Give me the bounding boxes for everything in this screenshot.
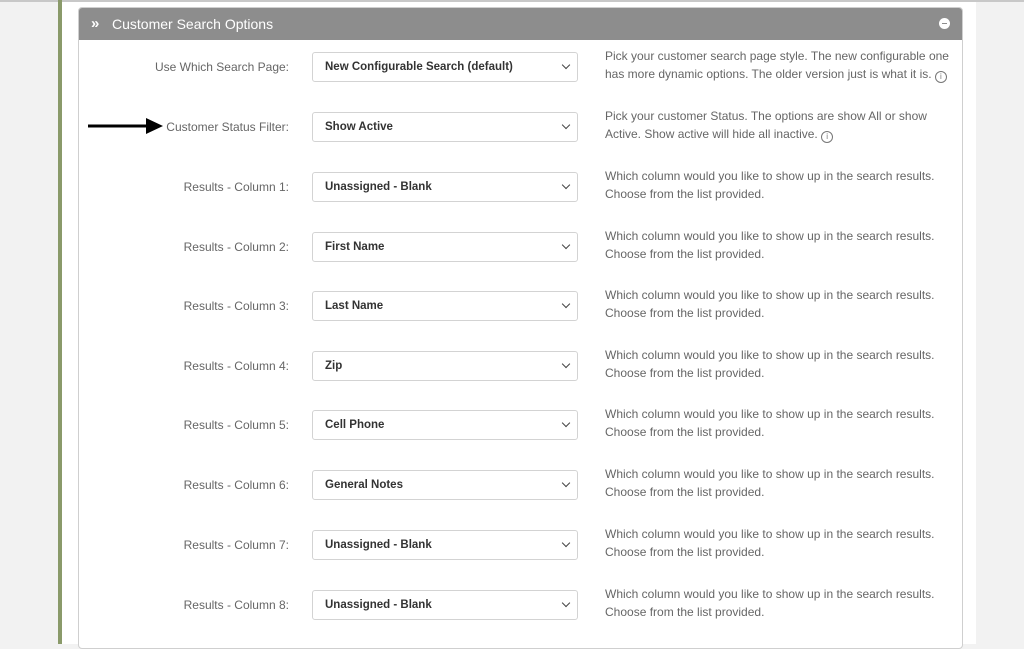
double-chevron-right-icon: » bbox=[91, 15, 100, 32]
chevron-down-icon bbox=[562, 241, 570, 249]
chevron-down-icon bbox=[562, 121, 570, 129]
chevron-down-icon bbox=[562, 599, 570, 607]
setting-row bbox=[79, 109, 962, 168]
help-text: Which column would you like to show up in the search results. Choose from the list provided. bbox=[605, 407, 935, 439]
setting-row bbox=[79, 407, 962, 466]
setting-label: Results - Column 5: bbox=[183, 418, 289, 432]
chevron-down-icon bbox=[562, 539, 570, 547]
select-value: General Notes bbox=[325, 479, 403, 491]
select-value: Unassigned - Blank bbox=[325, 599, 432, 611]
setting-row bbox=[79, 587, 962, 646]
arrow-right-icon bbox=[88, 118, 163, 134]
setting-row bbox=[79, 229, 962, 288]
help-text: Which column would you like to show up in the search results. Choose from the list provided. bbox=[605, 527, 935, 559]
help-text: Which column would you like to show up in the search results. Choose from the list provided. bbox=[605, 288, 935, 320]
search-page-select[interactable] bbox=[312, 52, 578, 82]
setting-row bbox=[79, 467, 962, 526]
setting-label: Use Which Search Page: bbox=[154, 60, 289, 74]
help-text: Pick your customer search page style. The new configurable one has more dynamic options. The older version just is what it is. i bbox=[605, 49, 949, 81]
help-text: Which column would you like to show up in the search results. Choose from the list provided. bbox=[605, 587, 935, 619]
chevron-down-icon bbox=[562, 181, 570, 189]
results-column-8-select[interactable] bbox=[312, 590, 578, 620]
customer-status-select[interactable] bbox=[312, 112, 578, 142]
setting-row bbox=[79, 348, 962, 407]
select-value: Show Active bbox=[325, 121, 393, 133]
help-text: Which column would you like to show up in the search results. Choose from the list provided. bbox=[605, 229, 935, 261]
results-column-1-select[interactable] bbox=[312, 172, 578, 202]
select-value: First Name bbox=[325, 241, 385, 253]
left-accent-bar bbox=[58, 0, 62, 644]
select-value: New Configurable Search (default) bbox=[325, 61, 513, 73]
select-value: Unassigned - Blank bbox=[325, 181, 432, 193]
setting-label: Results - Column 2: bbox=[183, 240, 289, 254]
results-column-4-select[interactable] bbox=[312, 351, 578, 381]
select-value: Zip bbox=[325, 360, 343, 372]
results-column-6-select[interactable] bbox=[312, 470, 578, 500]
results-column-2-select[interactable] bbox=[312, 232, 578, 262]
panel-title: Customer Search Options bbox=[112, 16, 274, 32]
setting-label: Results - Column 3: bbox=[183, 299, 289, 313]
help-text: Pick your customer Status. The options are show All or show Active. Show active will hide all inactive. i bbox=[605, 109, 927, 141]
collapse-icon[interactable] bbox=[939, 18, 950, 29]
setting-row bbox=[79, 169, 962, 228]
help-text: Which column would you like to show up in the search results. Choose from the list provided. bbox=[605, 348, 935, 380]
setting-row bbox=[79, 527, 962, 586]
customer-search-options-panel bbox=[78, 7, 963, 649]
select-value: Cell Phone bbox=[325, 419, 385, 431]
setting-label: Results - Column 8: bbox=[183, 598, 289, 612]
setting-row bbox=[79, 49, 962, 108]
chevron-down-icon bbox=[562, 360, 570, 368]
setting-label: Results - Column 1: bbox=[183, 180, 289, 194]
setting-label: Results - Column 4: bbox=[183, 359, 289, 373]
help-text: Which column would you like to show up in the search results. Choose from the list provided. bbox=[605, 467, 935, 499]
setting-label: Customer Status Filter: bbox=[166, 120, 289, 134]
setting-label: Results - Column 6: bbox=[183, 478, 289, 492]
results-column-3-select[interactable] bbox=[312, 291, 578, 321]
results-column-7-select[interactable] bbox=[312, 530, 578, 560]
help-text: Which column would you like to show up in the search results. Choose from the list provided. bbox=[605, 169, 935, 201]
select-value: Last Name bbox=[325, 300, 384, 312]
panel-header[interactable] bbox=[79, 8, 962, 40]
chevron-down-icon bbox=[562, 61, 570, 69]
select-value: Unassigned - Blank bbox=[325, 539, 432, 551]
chevron-down-icon bbox=[562, 300, 570, 308]
setting-row bbox=[79, 288, 962, 347]
info-icon[interactable]: i bbox=[821, 131, 833, 143]
chevron-down-icon bbox=[562, 419, 570, 427]
results-column-5-select[interactable] bbox=[312, 410, 578, 440]
setting-label: Results - Column 7: bbox=[183, 538, 289, 552]
info-icon[interactable]: i bbox=[935, 71, 947, 83]
chevron-down-icon bbox=[562, 479, 570, 487]
